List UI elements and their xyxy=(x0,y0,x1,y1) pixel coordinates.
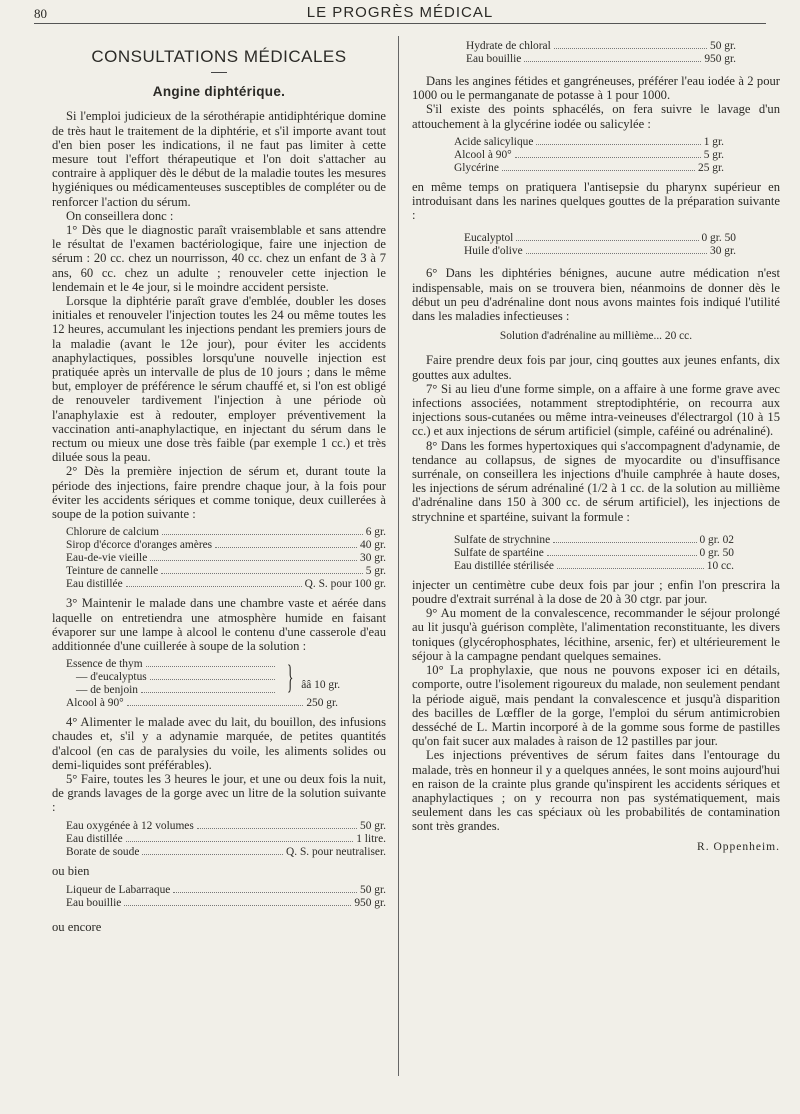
right-column xyxy=(412,36,780,854)
grouped-quantity: ââ 10 gr. xyxy=(301,678,341,691)
paragraph: Dans les angines fétides et gangréneuses, préférer l'eau iodée à 2 pour 1000 ou le permanganate de potasse à 1 pour 1000. xyxy=(412,74,780,103)
prescription-line: — de benjoin xyxy=(66,684,278,697)
prescription-line: Liqueur de Labarraque 50 gr. xyxy=(66,883,386,896)
header-rule xyxy=(34,23,766,24)
paragraph: Les injections préventives de sérum faites dans l'entourage du malade, très en honneur il y a quelques années, le sont moins aujourd'hui en raison de la crainte plus grande qu'inspirent les accidents sériques et anaphylactiques ; on y recourra non pas systématiquement, mais seulement dans les cas spéciaux où les probabilités de contamination sont très grandes. xyxy=(412,748,780,834)
paragraph: 7° Si au lieu d'une forme simple, on a affaire à une forme grave avec infections associées, notamment streptodiphtérie, on recourra aux injections sous-cutanées ou même intra-veineuses d'électrargol (10 à 15 cc.) et aux injections de sérum artificiel (simple, caféiné ou adrénaliné). xyxy=(412,381,780,439)
prescription-line: Essence de thym xyxy=(66,658,278,671)
paragraph: 3° Maintenir le malade dans une chambre vaste et aérée dans laquelle on entretiendra une atmosphère humide en faisant évaporer sur une lampe à alcool le contenu d'une casserole d'eau additionnée d'une cuillerée à soupe de la solution : xyxy=(52,596,386,653)
left-column xyxy=(52,36,386,934)
paragraph: Si l'emploi judicieux de la sérothérapie antidiphtérique domine de très haut le traitement de la diphtérie, et s'il importe avant tout d'en bien poser les indications, il ne faut pas limiter à cette mesure tout l'effort thérapeutique et l'on doit s'attacher au contraire à appliquer dès le début de la maladie toutes les mesures hygiéniques ou médicamenteuses susceptibles de compléter ou de renforcer l'action du sérum. xyxy=(52,109,386,209)
paragraph: Faire prendre deux fois par jour, cinq gouttes aux jeunes enfants, dix gouttes aux adultes. xyxy=(412,353,780,382)
paragraph: injecter un centimètre cube deux fois par jour ; enfin l'on prescrira la poudre d'extrait surrénal à la dose de 20 à 30 ctgr. par jour. xyxy=(412,577,780,607)
prescription-line: Glycérine 25 gr. xyxy=(454,161,724,174)
prescription-eucalyptol xyxy=(464,232,736,258)
paragraph: On conseillera donc : xyxy=(66,208,174,223)
article-title: Angine diphtérique. xyxy=(152,84,286,100)
prescription-strychnine xyxy=(454,534,734,573)
paragraph: 9° Au moment de la convalescence, recommander le séjour prolongé au lit jusqu'à guérison complète, l'alimentation reconstituante, les divers toniques (glycérophosphates, lécithine, arsenic, fer) et ultérieurement le séjour à la campagne pendant quelques semaines. xyxy=(412,606,780,663)
brace: } xyxy=(286,658,294,696)
prescription-line: Alcool à 90° 250 gr. xyxy=(66,697,338,710)
prescription-line: Eau bouillie 950 gr. xyxy=(466,53,736,65)
prescription-potion xyxy=(66,526,386,591)
prescription-line: Sulfate de spartéine 0 gr. 50 xyxy=(454,546,734,559)
paragraph: 5° Faire, toutes les 3 heures le jour, et une ou deux fois la nuit, de grands lavages de la gorge avec un litre de la solution suivante : xyxy=(52,771,386,815)
paragraph: Lorsque la diphtérie paraît grave d'emblée, doubler les doses initiales et renouveler l'injection toutes les 24 ou même toutes les 12 heures, accumulant les injections pendant les premiers jours de la maladie (avant le 12e jour), pour éviter les accidents anaphylactiques, possibles lorsqu'une nouvelle injection est pratiquée après un intervalle de plus de 10 jours ; dans le même but, employer de préférence le sérum chauffé et, si l'on est obligé de renouveler tardivement l'injection à une période où l'anaphylaxie est à redouter, employer préventivement la vaccination anti-anaphylactique, en injectant du sérum dans le rectum ou mieux une dose très faible (par exemple 1 cc.) et très diluée sous la peau. xyxy=(52,294,386,465)
prescription-line: Eau bouillie 950 gr. xyxy=(66,896,386,909)
title-dash xyxy=(211,72,227,73)
prescription-line: Eau oxygénée à 12 volumes 50 gr. xyxy=(66,819,386,832)
prescription-line: Eau-de-vie vieille 30 gr. xyxy=(66,552,386,565)
prescription-adrenaline: Solution d'adrénaline au millième... 20 cc. xyxy=(499,330,693,343)
author-signature: R. Oppenheim. xyxy=(697,840,780,853)
prescription-line: Acide salicylique 1 gr. xyxy=(454,135,724,148)
paragraph: 10° La prophylaxie, que nous ne pouvons exposer ici en détails, comporte, outre l'isolement rigoureux du malade, non seulement pendant la période aiguë, mais pendant la convalescence et jusqu'à disparition des bacilles de Lœffler de la gorge, l'emploi du sérum antimicrobien desséché de L. Martin incorporé à de la gomme sous forme de pastilles qu'on fait sucer aux malades à raison de 12 pastilles par jour. xyxy=(412,663,780,749)
prescription-line: Eau distillée 1 litre. xyxy=(66,832,386,845)
column-divider xyxy=(398,36,399,1076)
paragraph: 6° Dans les diphtéries bénignes, aucune autre médication n'est indispensable, mais on se trouvera bien, néanmoins de donner dès le début un peu d'adrénaline dont nous avons maintes fois indiqué l'utilité dans les maladies infectieuses : xyxy=(412,266,780,324)
prescription-line: Hydrate de chloral 50 gr. xyxy=(466,40,736,52)
prescription-line: Chlorure de calcium 6 gr. xyxy=(66,526,386,539)
paragraph: S'il existe des points sphacélés, on fera suivre le lavage d'un attouchement à la glycérine iodée ou salicylée : xyxy=(412,102,780,131)
prescription-line: Sirop d'écorce d'oranges amères 40 gr. xyxy=(66,539,386,552)
prescription-line: Eau distillée Q. S. pour 100 gr. xyxy=(66,578,386,591)
page-header xyxy=(34,2,766,24)
prescription-gargle xyxy=(66,820,386,859)
prescription-chloral xyxy=(466,40,736,66)
prescription-salicylate xyxy=(454,136,724,175)
journal-title: LE PROGRÈS MÉDICAL xyxy=(306,4,494,21)
connector-text: ou encore xyxy=(52,919,102,934)
prescription-line: Eucalyptol 0 gr. 50 xyxy=(464,232,736,245)
prescription-line: Sulfate de strychnine 0 gr. 02 xyxy=(454,533,734,546)
paragraph: 1° Dès que le diagnostic paraît vraisemblable et sans attendre le résultat de l'examen bactériologique, faire une injection de sérum : 20 cc. chez un nourrisson, 40 cc. chez un enfant de 3 à 7 ans, 60 cc. chez un adulte ; renouveler cette injection le lendemain et le 4e jour, si le moindre accident persiste. xyxy=(52,223,386,294)
prescription-line: Huile d'olive 30 gr. xyxy=(464,245,736,258)
prescription-line: Eau distillée stérilisée 10 cc. xyxy=(454,559,734,572)
prescription-line: Alcool à 90° 5 gr. xyxy=(454,148,724,161)
paragraph: 2° Dès la première injection de sérum et, durant toute la période des injections, faire prendre chaque jour, à la fois pour éviter les accidents sériques et comme tonique, deux cuillerées à soupe de la potion suivante : xyxy=(52,464,386,522)
connector-text: ou bien xyxy=(52,863,90,878)
paragraph: 8° Dans les formes hypertoxiques qui s'accompagnent d'adynamie, de tendance au collapsus, de signes de myocardite ou d'insuffisance surrénale, on conseillera les injections d'huile camphrée à haute doses, les injections de sérum adrénaliné (1/2 à 1 cc. de la solution au millième d'adrénaline dans 150 à 300 cc. de sérum artificiel), les injections de strychnine et spartéine, suivant la formule : xyxy=(412,438,780,524)
paragraph: en même temps on pratiquera l'antisepsie du pharynx supérieur en introduisant dans les narines quelques gouttes de la préparation suivante : xyxy=(412,179,780,223)
section-title: CONSULTATIONS MÉDICALES xyxy=(91,47,347,66)
prescription-line: Borate de soude Q. S. pour neutraliser. xyxy=(66,845,386,858)
page-number: 80 xyxy=(34,6,47,21)
paragraph: 4° Alimenter le malade avec du lait, du bouillon, des infusions chaudes et, s'il y a adynamie marquée, de petites quantités d'alcool (en cas de paralysies du voile, les aliments solides ou demi-liquides sont préférables). xyxy=(52,715,386,772)
prescription-line: Teinture de cannelle 5 gr. xyxy=(66,565,386,578)
prescription-inhalation xyxy=(66,658,346,710)
prescription-line: — d'eucalyptus xyxy=(66,671,278,684)
prescription-labarraque xyxy=(66,884,386,910)
